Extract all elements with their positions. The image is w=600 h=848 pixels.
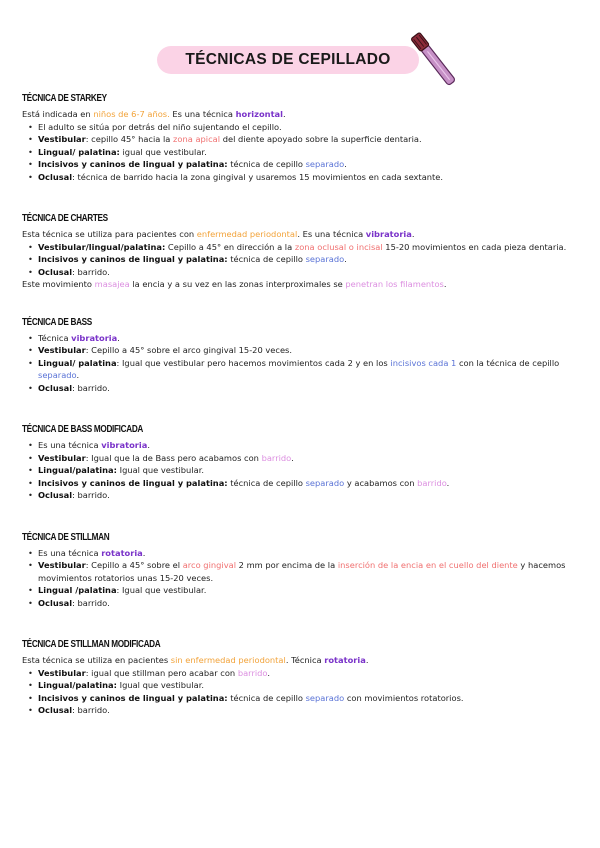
text-run: . (117, 332, 120, 343)
text-run: : Igual que vestibular pero hacemos movimientos cada 2 y en los (116, 357, 391, 368)
technique-section (22, 639, 578, 717)
section-intro (22, 108, 578, 121)
bold-text: Oclusal (38, 382, 73, 393)
bold-text: Lingual/palatina: (38, 680, 117, 690)
list-item (38, 121, 578, 134)
blue-highlight: separado (38, 370, 77, 380)
list-item (38, 344, 578, 357)
bullet-list (22, 332, 578, 395)
pink-highlight: barrido (261, 452, 292, 463)
list-item (38, 382, 578, 395)
text-run: . (446, 477, 450, 488)
pink-highlight: penetran los filamentos (345, 279, 444, 289)
bullet-list (22, 121, 578, 184)
list-item (38, 158, 578, 171)
text-run: Esta técnica se utiliza en pacientes (22, 655, 171, 665)
text-run: . (411, 229, 415, 239)
purple-highlight: vibratoria (101, 440, 148, 450)
text-run: El adulto se sitúa por detrás del niño sujentando el cepillo. (38, 121, 282, 132)
red-highlight: inserción de la encia en el cuello del diente (337, 560, 518, 570)
list-item (38, 692, 578, 705)
text-run: . (443, 279, 447, 289)
list-item (38, 253, 578, 266)
text-run: . (365, 655, 369, 665)
text-run: : barrido. (72, 490, 110, 500)
text-run: Igual que vestibular. (116, 465, 204, 475)
list-item (38, 439, 578, 452)
text-run: . (76, 370, 80, 380)
text-run: : barrido. (72, 705, 110, 715)
bold-text: Vestibular (38, 452, 86, 463)
toothbrush-icon (404, 26, 460, 90)
technique-section (22, 213, 578, 291)
list-item (38, 597, 578, 610)
bullet-list (22, 667, 578, 717)
text-run: 2 mm por encima de la (236, 560, 338, 570)
blue-highlight: separado (305, 692, 345, 703)
section-title: TÉCNICA DE STARKEY (22, 93, 107, 104)
list-item (38, 357, 578, 382)
bold-text: Lingual/ palatina (38, 357, 117, 368)
technique-section (22, 424, 578, 502)
text-run: : Igual que la de Bass pero acabamos con (85, 452, 262, 463)
text-run: y hacemos movimientos rotatorios unas 15-20 veces. (38, 560, 566, 583)
list-item (38, 133, 578, 146)
list-item (38, 667, 578, 680)
blue-highlight: incisivos cada 1 (390, 357, 457, 368)
orange-highlight: sin enfermedad periodontal (170, 655, 286, 665)
bold-text: Vestibular (38, 345, 86, 355)
text-run: técnica de cepillo (227, 254, 306, 264)
blue-highlight: separado (305, 159, 345, 169)
text-run: técnica de cepillo (227, 692, 306, 703)
page-title: TÉCNICAS DE CEPILLADO (185, 51, 391, 68)
text-run: Este movimiento (22, 279, 95, 289)
text-run: 15-20 movimientos en cada pieza dentaria. (382, 241, 567, 252)
text-run: Está indicada en (22, 109, 94, 119)
technique-section (22, 93, 578, 183)
red-highlight: zona apical (173, 134, 221, 144)
list-item (38, 584, 578, 597)
bold-text: Vestibular/lingual/palatina: (38, 241, 166, 252)
text-run: Cepillo a 45° en dirección a la (165, 241, 295, 252)
text-run: técnica de cepillo (227, 159, 306, 169)
bold-text: Incisivos y caninos de lingual y palatina: (38, 254, 228, 264)
bold-text: Oclusal (38, 597, 73, 608)
text-run: . (147, 440, 150, 450)
bold-text: Vestibular (38, 667, 86, 678)
section-title: TÉCNICA DE STILLMAN (22, 531, 110, 543)
bullet-list (22, 547, 578, 610)
bold-text: Oclusal (38, 490, 73, 500)
list-item (38, 547, 578, 560)
bold-text: Incisivos y caninos de lingual y palatina: (38, 692, 228, 703)
blue-highlight: separado (305, 254, 345, 264)
bold-text: Oclusal (38, 705, 73, 715)
bold-text: Incisivos y caninos de lingual y palatina: (38, 477, 228, 488)
bold-text: Lingual/palatina: (38, 465, 117, 475)
text-run: . (291, 452, 294, 463)
text-run: : Igual que vestibular. (116, 585, 207, 595)
text-run: Técnica (38, 332, 72, 343)
list-item (38, 452, 578, 465)
section-title: TÉCNICA DE STILLMAN MODIFICADA (22, 639, 161, 650)
text-run: con la técnica de cepillo (456, 357, 560, 368)
bold-text: Vestibular (38, 134, 86, 144)
text-run: . Es una técnica (297, 229, 366, 239)
text-run: : barrido. (72, 382, 110, 393)
text-run: Es una técnica (38, 547, 102, 558)
purple-highlight: vibratoria (71, 332, 118, 343)
text-run: del diente apoyado sobre la superficie dentaria. (220, 134, 422, 144)
list-item (38, 464, 578, 477)
orange-highlight: enfermedad periodontal (196, 229, 298, 239)
text-run: igual que vestibular. (119, 146, 207, 157)
text-run: . (267, 667, 270, 678)
text-run: Es una técnica (169, 109, 236, 119)
section-title: TÉCNICA DE BASS (22, 316, 92, 328)
red-highlight: zona oclusal o incisal (294, 241, 383, 252)
section-intro (22, 654, 578, 667)
text-run: : técnica de barrido hacia la zona gingival y usaremos 15 movimientos en cada sextante. (72, 171, 444, 182)
text-run: Es una técnica (38, 440, 102, 450)
text-run: : Cepillo a 45° sobre el (85, 560, 183, 570)
text-run: . (344, 254, 347, 264)
pink-highlight: barrido (237, 667, 268, 678)
list-item (38, 477, 578, 490)
bold-text: Vestibular (38, 560, 86, 570)
list-item (38, 559, 578, 584)
text-run: : Cepillo a 45° sobre el arco gingival 15-20 veces. (85, 345, 293, 355)
text-run: : igual que stillman pero acabar con (85, 667, 238, 678)
list-item (38, 171, 578, 184)
text-run: Igual que vestibular. (116, 680, 204, 690)
section-title: TÉCNICA DE CHARTES (22, 213, 108, 224)
text-run: : barrido. (72, 597, 110, 608)
text-run: la encia y a su vez en las zonas interproximales se (129, 279, 346, 289)
text-run: : cepillo 45° hacia la (85, 134, 174, 144)
list-item (38, 332, 578, 345)
text-run: . (142, 547, 146, 558)
list-item (38, 704, 578, 717)
pink-highlight: barrido (417, 477, 447, 488)
red-highlight: arco gingival (182, 560, 237, 570)
section-title: TÉCNICA DE BASS MODIFICADA (22, 424, 144, 435)
text-run: : barrido. (72, 266, 110, 277)
bullet-list (22, 241, 578, 279)
pink-highlight: masajea (94, 279, 130, 289)
purple-highlight: horizontal (235, 109, 283, 119)
list-item (38, 679, 578, 692)
text-run: con movimientos rotatorios. (344, 692, 464, 703)
text-run: . (344, 159, 347, 169)
text-run: . Técnica (285, 655, 325, 665)
list-item (38, 241, 578, 254)
list-item (38, 146, 578, 159)
bold-text: Oclusal (38, 171, 73, 182)
text-run: y acabamos con (344, 477, 418, 488)
list-item (38, 266, 578, 279)
purple-highlight: rotatoria (101, 547, 143, 558)
text-run: técnica de cepillo (227, 477, 306, 488)
content-area (22, 93, 578, 717)
orange-highlight: niños de 6-7 años. (93, 109, 170, 119)
list-item (38, 489, 578, 502)
bullet-list (22, 439, 578, 502)
purple-highlight: vibratoria (365, 229, 412, 239)
blue-highlight: separado (305, 477, 345, 488)
section-note (22, 278, 578, 291)
purple-highlight: rotatoria (324, 655, 366, 665)
section-intro (22, 228, 578, 241)
bold-text: Lingual/ palatina: (38, 146, 120, 157)
bold-text: Oclusal (38, 266, 73, 277)
text-run: . (283, 109, 286, 119)
technique-section (22, 532, 578, 610)
bold-text: Incisivos y caninos de lingual y palatina: (38, 159, 228, 169)
technique-section (22, 317, 578, 395)
bold-text: Lingual /palatina (38, 585, 117, 595)
text-run: Esta técnica se utiliza para pacientes con (22, 229, 197, 239)
